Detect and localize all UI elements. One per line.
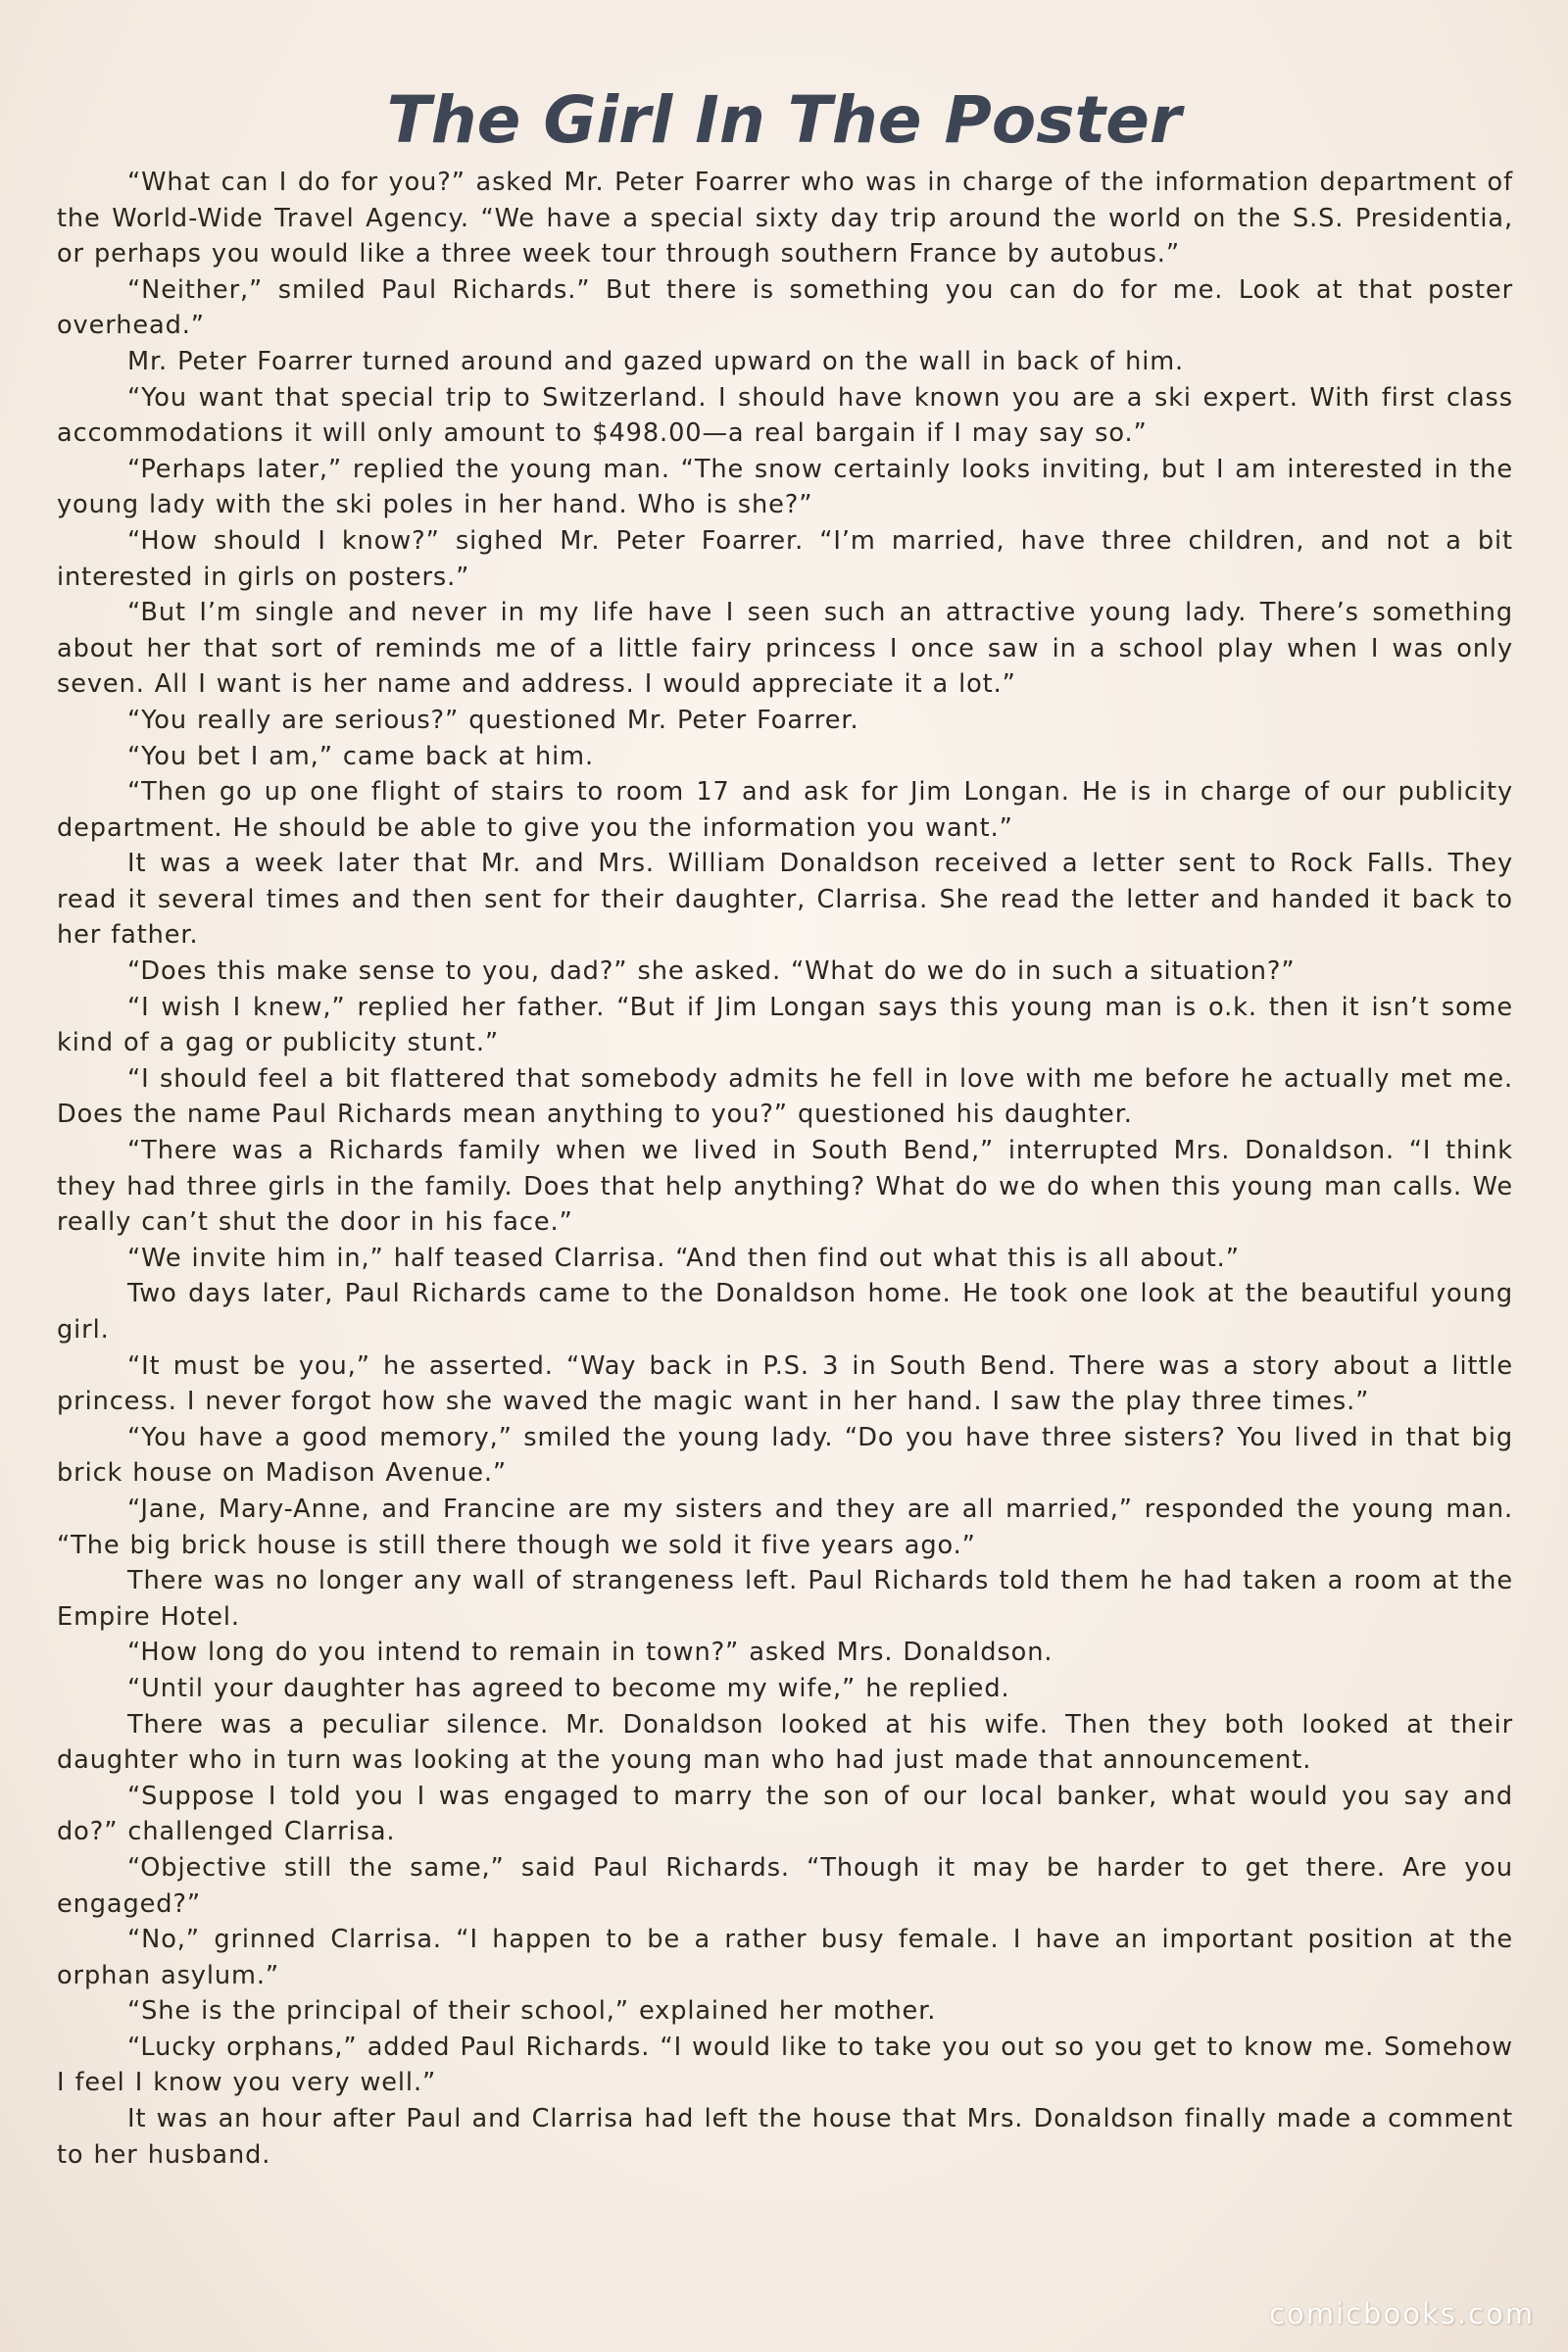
story-paragraph: “You have a good memory,” smiled the young lady. “Do you have three sisters? You lived in that big brick house on Madison Avenue.” [57, 1422, 1513, 1489]
story-paragraph: “Until your daughter has agreed to become my wife,” he replied. [127, 1673, 1010, 1703]
story-paragraph: “You bet I am,” came back at him. [127, 741, 594, 771]
story-paragraph: “What can I do for you?” asked Mr. Peter Foarrer who was in charge of the information department of the World-Wide Travel Agency. “We have a special sixty day trip around the world on the S.S. Presidentia, or perhaps you would like a three week tour through southern France by autobus.” [57, 168, 1513, 270]
story-paragraph: “Then go up one flight of stairs to room 17 and ask for Jim Longan. He is in charge of our publicity department. He should be able to give you the information you want.” [57, 777, 1513, 843]
story-body [57, 165, 1513, 2173]
story-paragraph: “How should I know?” sighed Mr. Peter Foarrer. “I’m married, have three children, and not a bit interested in girls on posters.” [57, 525, 1513, 592]
story-paragraph: There was a peculiar silence. Mr. Donaldson looked at his wife. Then they both looked at their daughter who in turn was looking at the young man who had just made that announcement. [57, 1709, 1513, 1776]
story-paragraph: “I should feel a bit flattered that somebody admits he fell in love with me before he actually met me. Does the name Paul Richards mean anything to you?” questioned his daughter. [57, 1063, 1513, 1130]
story-paragraph: “Lucky orphans,” added Paul Richards. “I would like to take you out so you get to know me. Somehow I feel I know you very well.” [57, 2032, 1513, 2098]
story-paragraph: “Perhaps later,” replied the young man. “The snow certainly looks inviting, but I am interested in the young lady with the ski poles in her hand. Who is she?” [57, 454, 1513, 520]
story-paragraph: “I wish I knew,” replied her father. “But if Jim Longan says this young man is o.k. then it isn’t some kind of a gag or publicity stunt.” [57, 992, 1513, 1058]
story-paragraph: “You want that special trip to Switzerland. I should have known you are a ski expert. With first class accommodations it will only amount to $498.00—a real bargain if I may say so.” [57, 382, 1513, 449]
story-paragraph: “Jane, Mary-Anne, and Francine are my sisters and they are all married,” responded the young man. “The big brick house is still there though we sold it five years ago.” [57, 1494, 1513, 1560]
story-paragraph: “Objective still the same,” said Paul Richards. “Though it may be harder to get there. Are you engaged?” [57, 1852, 1513, 1919]
story-paragraph: “Suppose I told you I was engaged to marry the son of our local banker, what would you say and do?” challenged Clarrisa. [57, 1781, 1513, 1847]
story-paragraph: “How long do you intend to remain in town?” asked Mrs. Donaldson. [127, 1638, 1054, 1668]
story-paragraph: It was a week later that Mr. and Mrs. William Donaldson received a letter sent to Rock Falls. They read it several times and then sent for their daughter, Clarrisa. She read the letter and handed it back to her father. [57, 849, 1513, 951]
story-paragraph: “Neither,” smiled Paul Richards.” But there is something you can do for me. Look at that poster overhead.” [57, 274, 1513, 341]
story-paragraph: “You really are serious?” questioned Mr. Peter Foarrer. [127, 705, 859, 735]
story-paragraph: “It must be you,” he asserted. “Way back in P.S. 3 in South Bend. There was a story about a little princess. I never forgot how she waved the magic want in her hand. I saw the play three times.” [57, 1350, 1513, 1417]
story-paragraph: There was no longer any wall of strangeness left. Paul Richards told them he had taken a room at the Empire Hotel. [57, 1566, 1513, 1632]
story-paragraph: “Does this make sense to you, dad?” she asked. “What do we do in such a situation?” [127, 956, 1296, 987]
story-paragraph: “We invite him in,” half teased Clarrisa. “And then find out what this is all about.” [127, 1243, 1240, 1273]
story-paragraph: “There was a Richards family when we lived in South Bend,” interrupted Mrs. Donaldson. “I think they had three girls in the family. Does that help anything? What do we do when this young man calls. We really can’t shut the door in his face.” [57, 1136, 1513, 1238]
story-paragraph: Two days later, Paul Richards came to the Donaldson home. He took one look at the beautiful young girl. [57, 1279, 1513, 1345]
story-paragraph: “But I’m single and never in my life have I seen such an attractive young lady. There’s something about her that sort of reminds me of a little fairy princess I once saw in a school play when I was only seven. All I want is her name and address. I would appreciate it a lot.” [57, 598, 1513, 700]
story-title: The Girl In The Poster [386, 82, 1182, 158]
story-paragraph: “She is the principal of their school,” explained her mother. [127, 1996, 937, 2027]
story-paragraph: It was an hour after Paul and Clarrisa had left the house that Mrs. Donaldson finally made a comment to her husband. [57, 2104, 1513, 2170]
watermark-text: comicbooks.com [1269, 2297, 1535, 2330]
story-paragraph: Mr. Peter Foarrer turned around and gazed upward on the wall in back of him. [127, 346, 1185, 376]
story-paragraph: “No,” grinned Clarrisa. “I happen to be a rather busy female. I have an important position at the orphan asylum.” [57, 1925, 1513, 1990]
